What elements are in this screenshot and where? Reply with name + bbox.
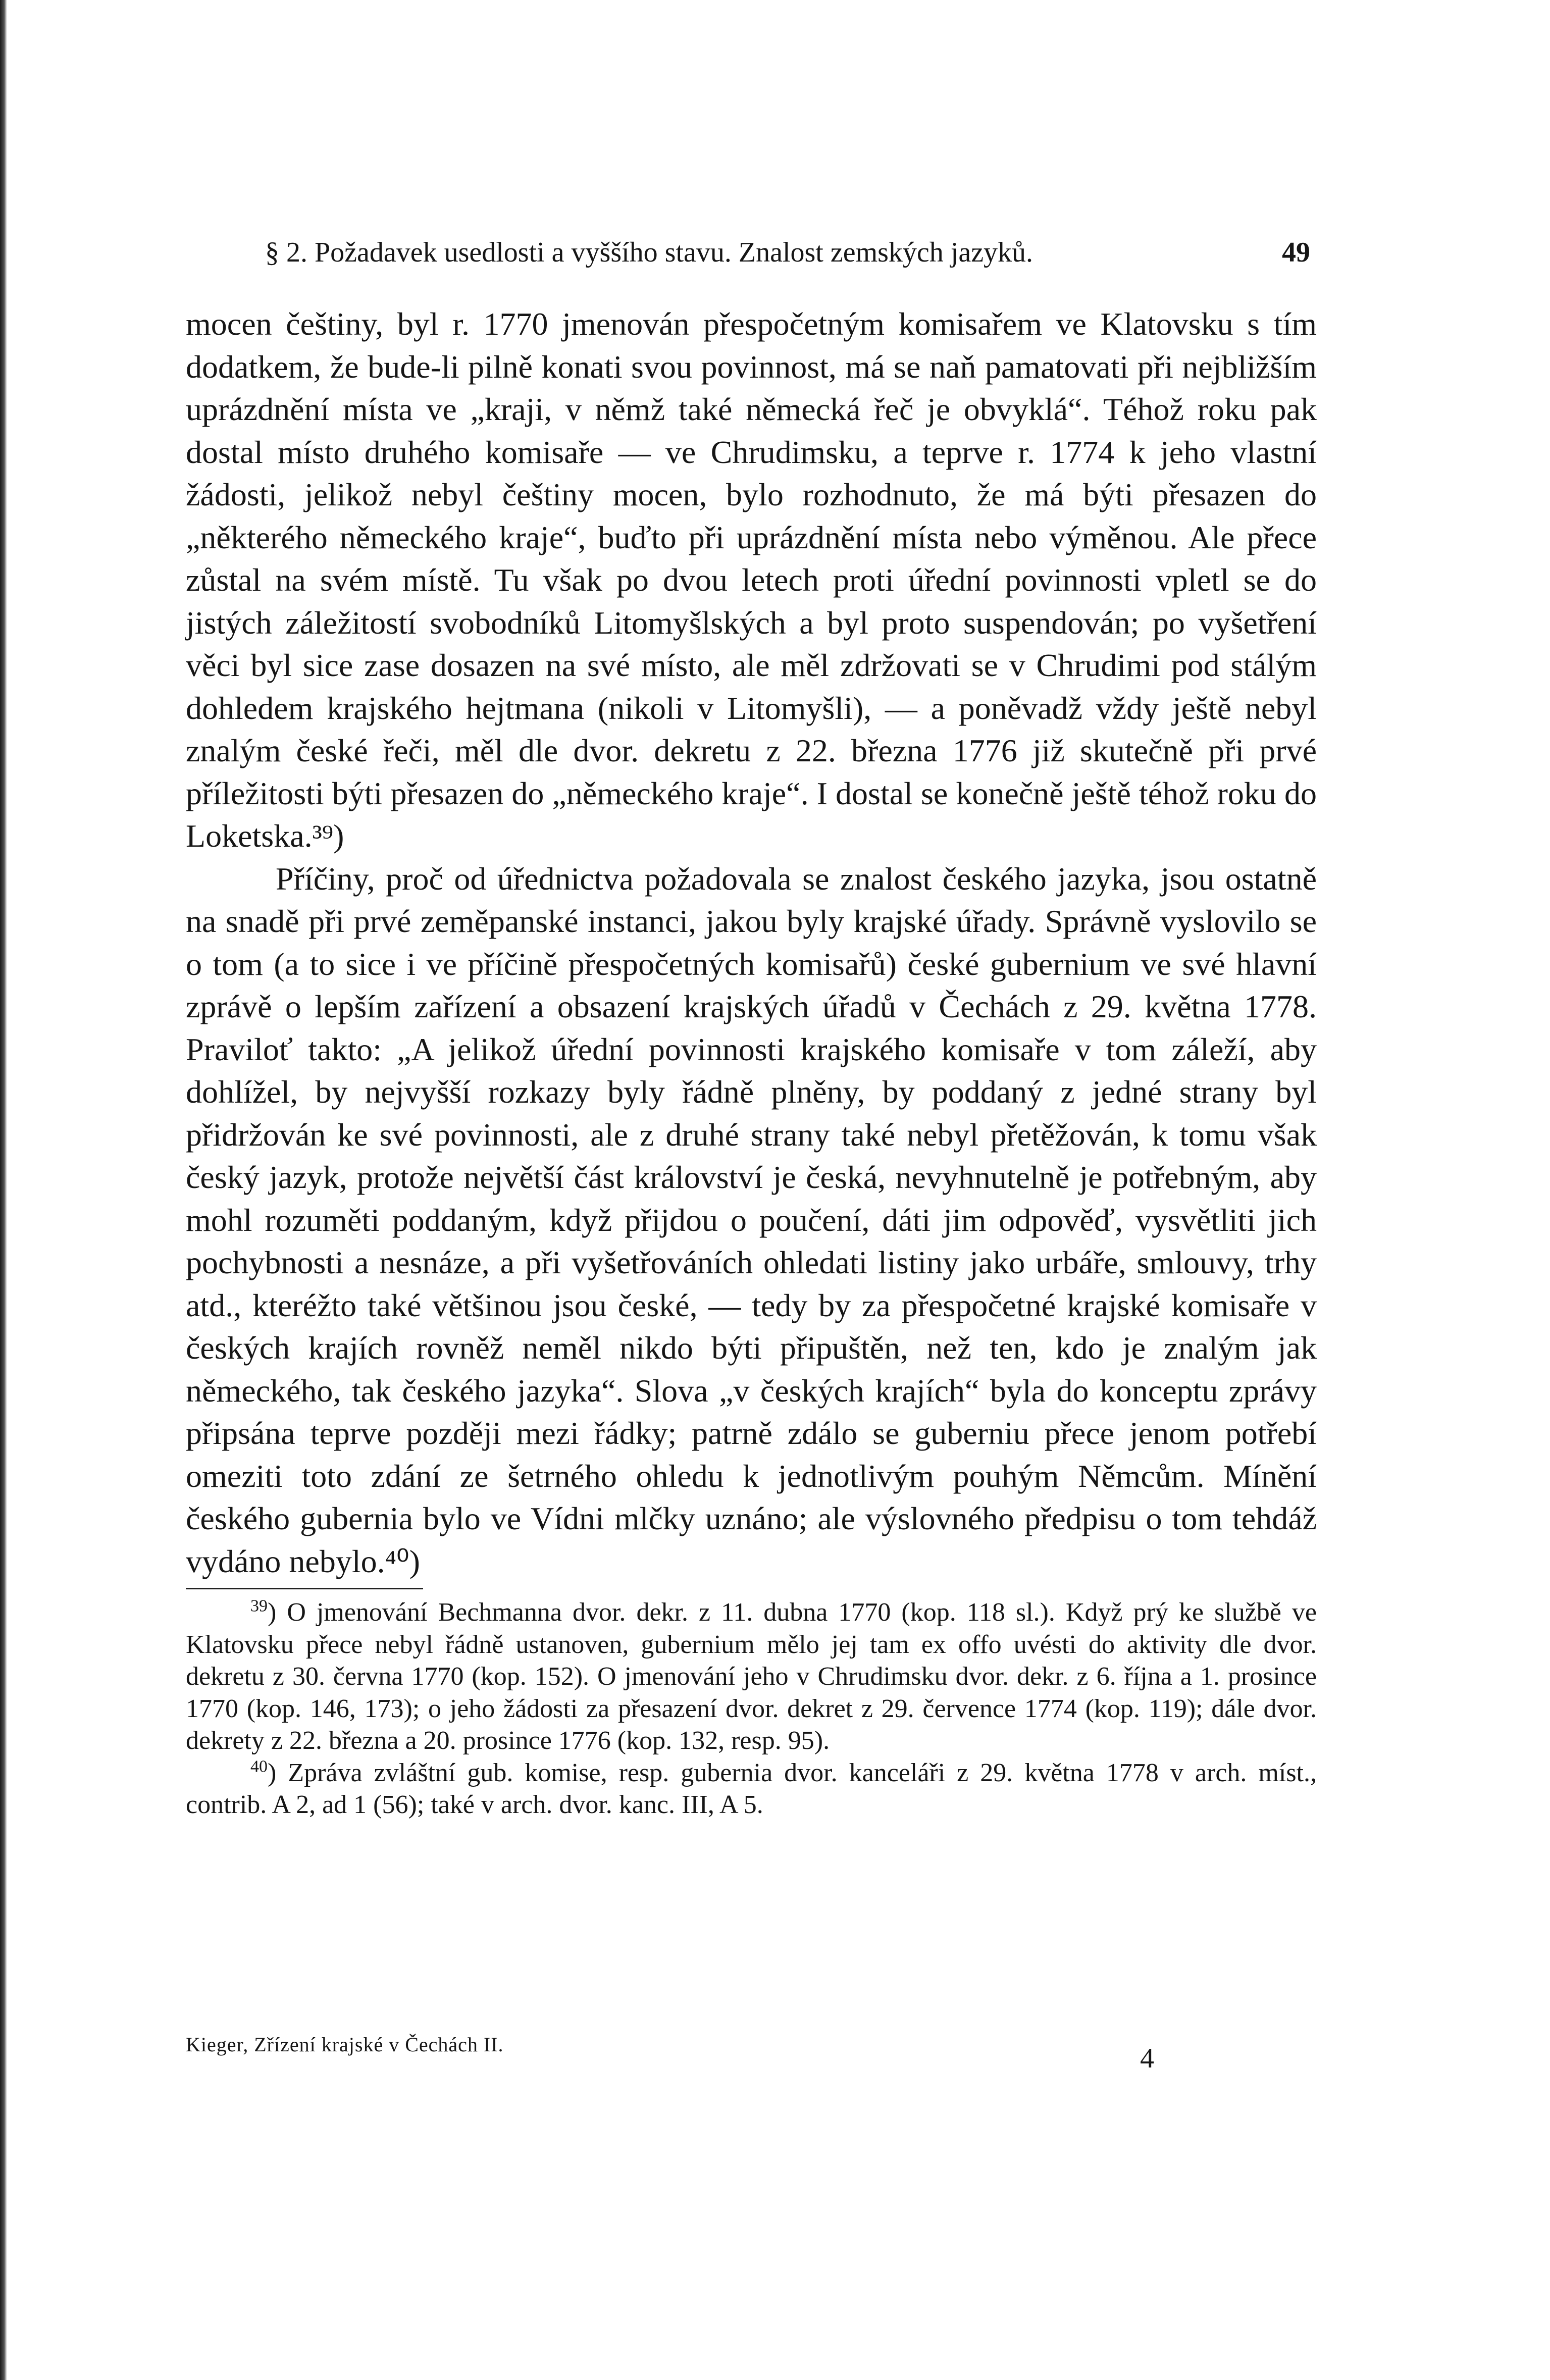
footnote-rule <box>186 1588 423 1589</box>
running-head <box>265 235 1310 270</box>
footnote-text: Zpráva zvláštní gub. komise, resp. gubernia dvor. kanceláři z 29. května 1778 v arch. míst., contrib. A 2, ad 1 (56); také v arch. dvor. kanc. III, A 5. <box>186 1758 1317 1819</box>
page-edge <box>0 0 7 2380</box>
footnote-39: $^{39}$) O jmenování Bechmanna dvor. dekr. z 11. dubna 1770 (kop. 118 sl.). Když prý ke službě ve Klatovsku přece nebyl řádně ustanoven, gubernium mělo jej tam ex offo uvésti do aktivity dle dvor. dekretu z 30. června 1770 (kop. 152). O jmenování jeho v Chrudimsku dvor. dekr. z 6. října a 1. prosince 1770 (kop. 146, 173); o jeho žádosti za přesazení dvor. dekret z 29. července 1774 (kop. 119); dále dvor. dekrety z 22. března a 20. prosince 1776 (kop. 132, resp. 95). <box>186 1596 1317 1755</box>
paragraph: Příčiny, proč od úřednictva požadovala se znalost českého jazyka, jsou ostatně na snadě při prvé zeměpanské instanci, jakou byly krajské úřady. Správně vyslovilo se o tom (a to sice i ve příčině přespočetných komisařů) české gubernium ve své hlavní zprávě o lepším zařízení a obsazení krajských úřadů v Čechách z 29. května 1778. Praviloť takto: „A jelikož úřední povinnosti krajského komisaře v tom záleží, aby dohlížel, by nejvyšší rozkazy byly řádně plněny, by poddaný z jedné strany byl přidržován ke své povinnosti, ale z druhé strany také nebyl přetěžován, k tomu však český jazyk, protože největší část království je česká, nevyhnutelně je potřebným, aby mohl rozuměti poddaným, když přijdou o poučení, dáti jim odpověď, vysvětliti jich pochybnosti a nesnáze, a při vyšetřováních ohledati listiny jako urbáře, smlouvy, trhy atd., kteréžto také většinou jsou české, — tedy by za přespočetné krajské komisaře v českých krajích rovněž neměl nikdo býti připuštěn, než ten, kdo je znalým jak německého, tak českého jazyka“. Slova „v českých krajích“ byla do konceptu zprávy připsána teprve později mezi řádky; patrně zdálo se guberniu přece jenom potřebí omeziti toto zdání ze šetrného ohledu k jednotlivým pouhým Němcům. Mínění českého gubernia bylo ve Vídni mlčky uznáno; ale výslovného předpisu o tom tehdáž vydáno nebylo.⁴⁰) <box>186 860 1317 1579</box>
page-number: 49 <box>1282 237 1310 268</box>
footnote-text: O jmenování Bechmanna dvor. dekr. z 11. dubna 1770 (kop. 118 sl.). Když prý ke službě ve Klatovsku přece nebyl řádně ustanoven, gubernium mělo jej tam ex offo uvésti do aktivity dle dvor. dekretu z 30. června 1770 (kop. 152). O jmenování jeho v Chrudimsku dvor. dekr. z 6. října a 1. prosince 1770 (kop. 146, 173); o jeho žádosti za přesazení dvor. dekret z 29. července 1774 (kop. 119); dále dvor. dekrety z 22. března a 20. prosince 1776 (kop. 132, resp. 95). <box>186 1598 1317 1755</box>
footnote-40: $^{40}$) Zpráva zvláštní gub. komise, resp. gubernia dvor. kanceláři z 29. května 1778 v arch. míst., contrib. A 2, ad 1 (56); také v arch. dvor. kanc. III, A 5. <box>186 1757 1317 1819</box>
footnote-marker: 40 <box>250 1757 268 1776</box>
printer-signature: Kieger, Zřízení krajské v Čechách II. <box>186 2033 504 2056</box>
running-title: § 2. Požadavek usedlosti a vyššího stavu. Znalost zemských jazyků. <box>265 237 1034 268</box>
paragraph-continued: mocen češtiny, byl r. 1770 jmenován přespočetným komisařem ve Klatovsku s tím dodatkem, že bude-li pilně konati svou povinnost, má se naň pamatovati při nejbližším uprázdnění místa ve „kraji, v němž také německá řeč je obvyklá“. Téhož roku pak dostal místo druhého komisaře — ve Chrudimsku, a teprve r. 1774 k jeho vlastní žádosti, jelikož nebyl češtiny mocen, bylo rozhodnuto, že má býti přesazen do „některého německého kraje“, buďto při uprázdnění místa nebo výměnou. Ale přece zůstal na svém místě. Tu však po dvou letech proti úřední povinnosti vpletl se do jistých záležitostí svobodníků Litomyšlských a byl proto suspendován; po vyšetření věci byl sice zase dosazen na své místo, ale měl zdržovati se v Chrudimi pod stálým dohledem krajského hejtmana (nikoli v Litomyšli), — a poněvadž vždy ještě nebyl znalým české řeči, měl dle dvor. dekretu z 22. března 1776 již skutečně při prvé příležitosti býti přesazen do „německého kraje“. I dostal se konečně ještě téhož roku do Loketska.³⁹) <box>186 306 1317 854</box>
footnote-marker: 39 <box>250 1596 268 1616</box>
body-text <box>186 303 1317 1821</box>
sheet-number: 4 <box>1140 2043 1154 2074</box>
